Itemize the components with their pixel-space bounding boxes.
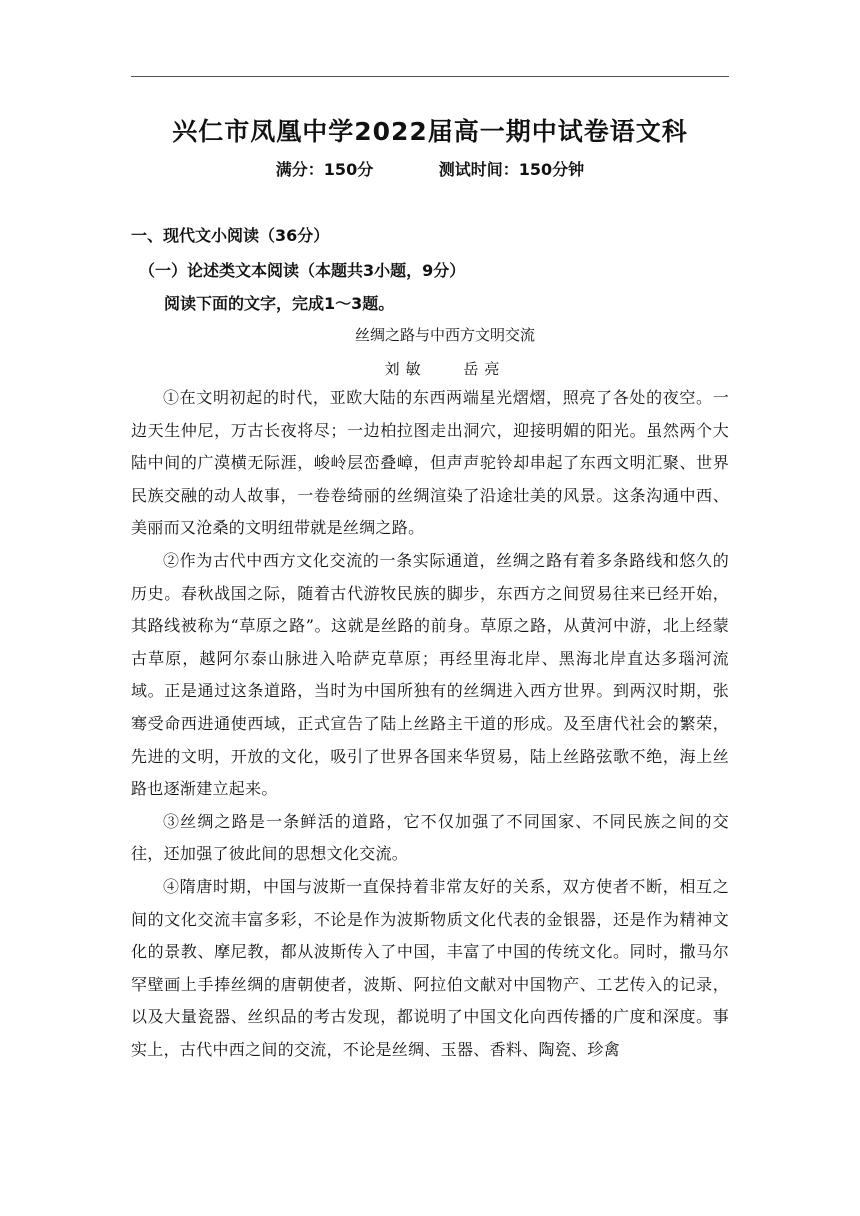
article-paragraph: ④隋唐时期，中国与波斯一直保持着非常友好的关系，双方使者不断，相互之间的文化交流丰富多彩，不论是作为波斯物质文化代表的金银器，还是作为精神文化的景教、摩尼教，都从波斯传入了中国，丰富了中国的传统文化。同时，撒马尔罕壁画上手捧丝绸的唐朝使者，波斯、阿拉伯文献对中国物产、工艺传入的记录，以及大量瓷器、丝织品的考古发现，都说明了中国文化向西传播的广度和深度。事实上，古代中西之间的交流，不论是丝绸、玉器、香料、陶瓷、珍禽 [131, 876, 729, 1059]
section-heading: 一、现代文小阅读（36分） [131, 226, 330, 245]
exam-title: 兴仁市凤凰中学2022届高一期中试卷语文科 [172, 117, 688, 146]
full-score: 满分：150分 [275, 160, 374, 179]
article-body [131, 382, 729, 1066]
article-paragraph: ③丝绸之路是一条鲜活的道路，它不仅加强了不同国家、不同民族之间的交往，还加强了彼此间的思想文化交流。 [131, 811, 729, 864]
author-name: 刘敏 [384, 360, 427, 378]
article-authors [0, 358, 860, 379]
exam-meta [0, 157, 860, 180]
article-paragraph: ①在文明初起的时代，亚欧大陆的东西两端星光熠熠，照亮了各处的夜空。一边天生仲尼，万古长夜将尽；一边柏拉图走出洞穴，迎接明媚的阳光。虽然两个大陆中间的广漠横无际涯，峻岭层峦叠嶂，但声声驼铃却串起了东西文明汇聚、世界民族交融的动人故事，一卷卷绮丽的丝绸渲染了沿途壮美的风景。这条沟通中西、美丽而又沧桑的文明纽带就是丝绸之路。 [131, 388, 729, 538]
subsection-heading: （一）论述类文本阅读（本题共3小题，9分） [139, 261, 466, 280]
article-paragraph: ②作为古代中西方文化交流的一条实际通道，丝绸之路有着多条路线和悠久的历史。春秋战国之际，随着古代游牧民族的脚步，东西方之间贸易往来已经开始，其路线被称为“草原之路”。这就是丝路的前身。草原之路，从黄河中游，北上经蒙古草原，越阿尔泰山脉进入哈萨克草原；再经里海北岸、黑海北岸直达多瑙河流域。正是通过这条道路，当时为中国所独有的丝绸进入西方世界。到两汉时期，张骞受命西进通使西域，正式宣告了陆上丝路主干道的形成。及至唐代社会的繁荣，先进的文明，开放的文化，吸引了世界各国来华贸易，陆上丝路弦歌不绝，海上丝路也逐渐建立起来。 [131, 550, 729, 799]
author-name: 岳亮 [463, 360, 506, 378]
article-title: 丝绸之路与中西方文明交流 [354, 326, 535, 344]
reading-instruction: 阅读下面的文字，完成1～3题。 [164, 294, 395, 313]
test-time: 测试时间：150分钟 [438, 160, 585, 179]
header-rule [131, 76, 729, 77]
